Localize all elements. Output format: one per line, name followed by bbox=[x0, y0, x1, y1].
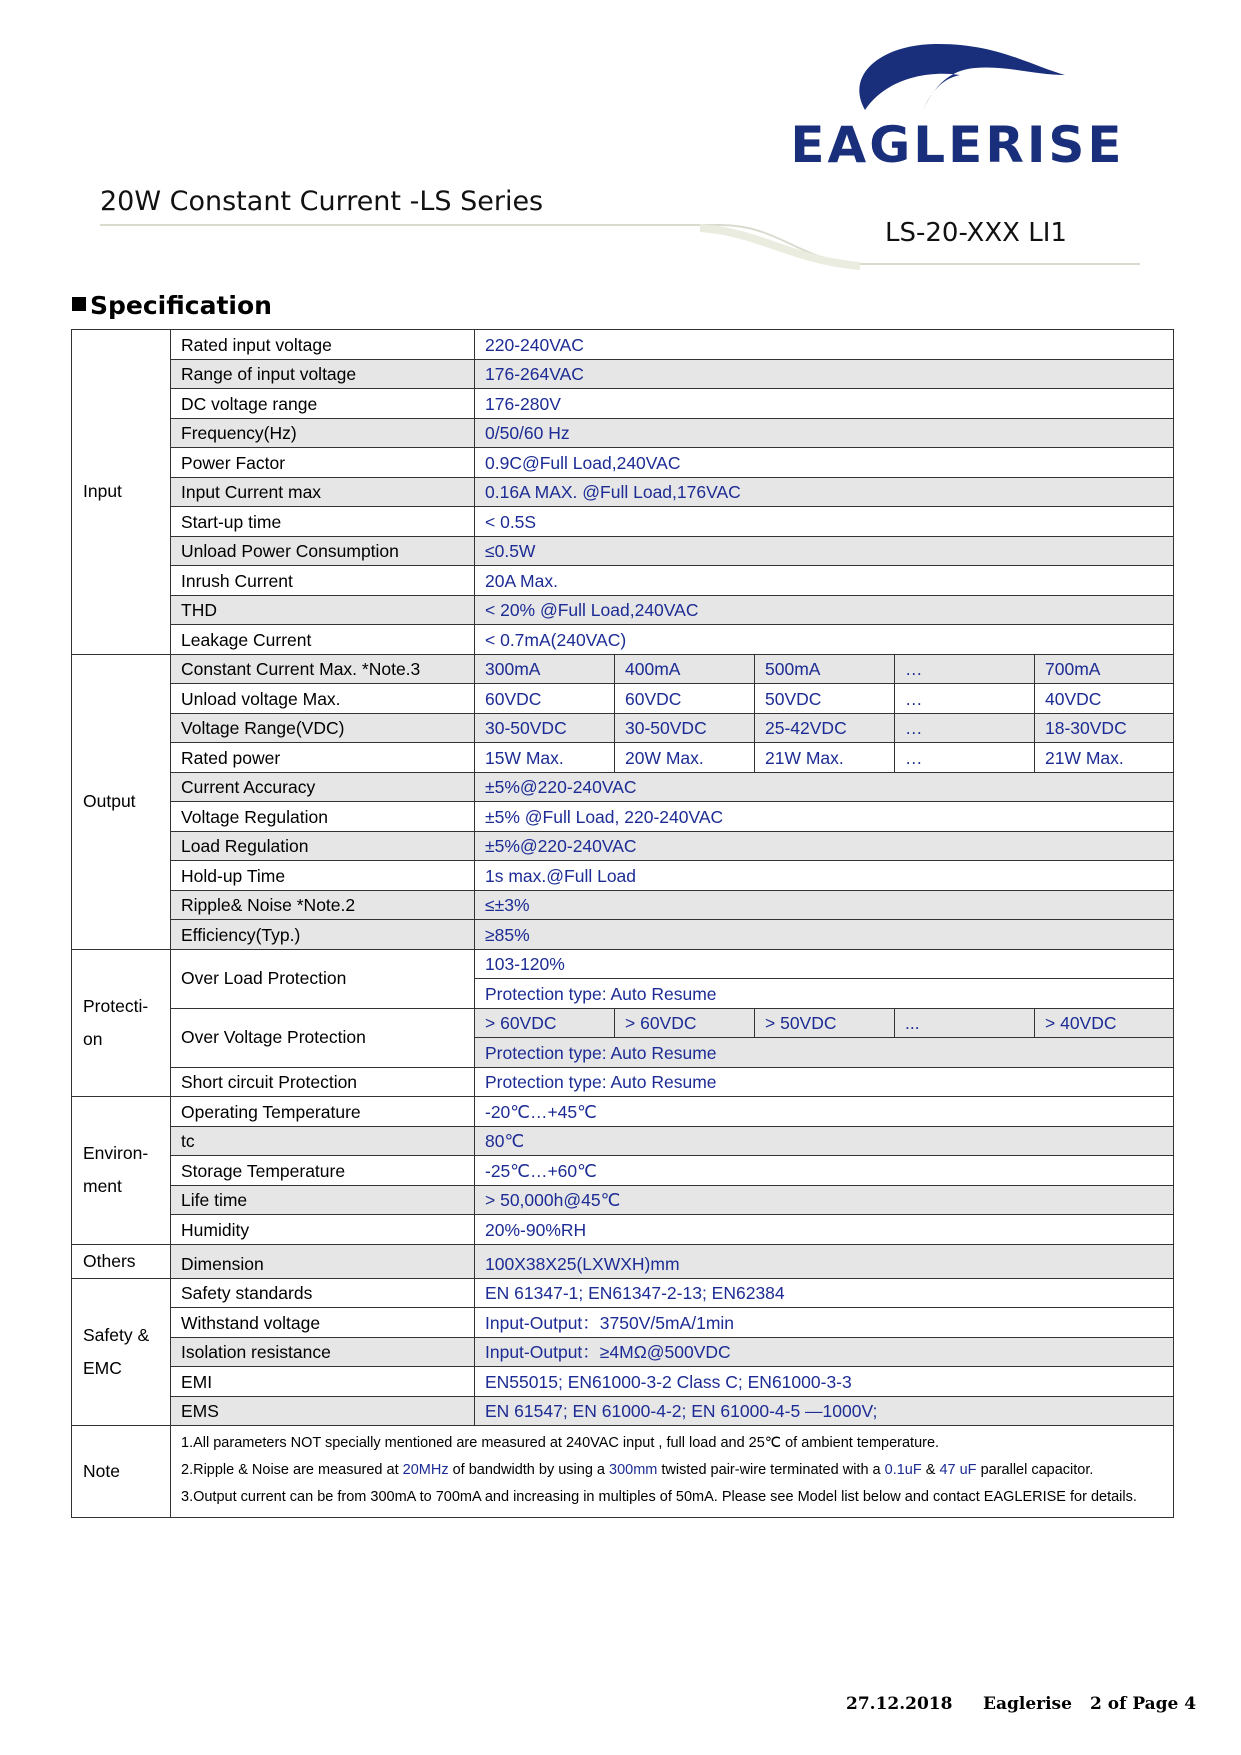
param-value: 103-120% bbox=[475, 949, 1174, 979]
param-value: … bbox=[895, 684, 1035, 714]
table-row bbox=[72, 772, 1174, 802]
param-value: < 0.5S bbox=[475, 507, 1174, 537]
param-value: ≤0.5W bbox=[475, 536, 1174, 566]
param-value: > 60VDC bbox=[475, 1008, 615, 1038]
note-1: 1.All parameters NOT specially mentioned are measured at 240VAC input , full load and 25℃ of ambient temperature. bbox=[181, 1435, 940, 1451]
param-label: Dimension bbox=[171, 1244, 475, 1278]
param-value: 50VDC bbox=[755, 684, 895, 714]
table-row bbox=[72, 389, 1174, 419]
param-value: 176-280V bbox=[475, 389, 1174, 419]
param-label: THD bbox=[171, 595, 475, 625]
table-row bbox=[72, 477, 1174, 507]
table-row bbox=[72, 1156, 1174, 1186]
table-row bbox=[72, 831, 1174, 861]
param-value: 60VDC bbox=[615, 684, 755, 714]
logo-wordmark: EAGLERISE bbox=[790, 116, 1125, 174]
param-label: Inrush Current bbox=[171, 566, 475, 596]
param-value: > 60VDC bbox=[615, 1008, 755, 1038]
table-row bbox=[72, 595, 1174, 625]
param-label: tc bbox=[171, 1126, 475, 1156]
table-row bbox=[72, 330, 1174, 360]
param-label: EMI bbox=[171, 1367, 475, 1397]
group-input: Input bbox=[72, 330, 171, 655]
param-label: Load Regulation bbox=[171, 831, 475, 861]
param-value: < 20% @Full Load,240VAC bbox=[475, 595, 1174, 625]
footer-date: 27.12.2018 bbox=[846, 1694, 953, 1714]
param-value: 300mA bbox=[475, 654, 615, 684]
param-value: 21W Max. bbox=[755, 743, 895, 773]
param-label: DC voltage range bbox=[171, 389, 475, 419]
table-row bbox=[72, 1067, 1174, 1097]
table-row bbox=[72, 1367, 1174, 1397]
series-title: 20W Constant Current -LS Series bbox=[100, 186, 544, 217]
table-row bbox=[72, 1337, 1174, 1367]
table-row bbox=[72, 536, 1174, 566]
param-value: 0.16A MAX. @Full Load,176VAC bbox=[475, 477, 1174, 507]
param-value: 18-30VDC bbox=[1035, 713, 1174, 743]
param-value: 30-50VDC bbox=[475, 713, 615, 743]
table-row bbox=[72, 566, 1174, 596]
specification-table bbox=[71, 329, 1174, 1518]
table-row bbox=[72, 713, 1174, 743]
param-label: Life time bbox=[171, 1185, 475, 1215]
table-row bbox=[72, 448, 1174, 478]
param-label: Over Load Protection bbox=[171, 949, 475, 1008]
model-number: LS-20-XXX LI1 bbox=[885, 218, 1067, 248]
param-value: 20A Max. bbox=[475, 566, 1174, 596]
param-value: 176-264VAC bbox=[475, 359, 1174, 389]
param-value: ±5%@220-240VAC bbox=[475, 772, 1174, 802]
param-label: Range of input voltage bbox=[171, 359, 475, 389]
group-environment: Environ- ment bbox=[72, 1097, 171, 1245]
table-row bbox=[72, 743, 1174, 773]
param-label: Safety standards bbox=[171, 1278, 475, 1308]
param-value: EN55015; EN61000-3-2 Class C; EN61000-3-3 bbox=[475, 1367, 1174, 1397]
group-output: Output bbox=[72, 654, 171, 949]
param-value: 220-240VAC bbox=[475, 330, 1174, 360]
param-value: > 40VDC bbox=[1035, 1008, 1174, 1038]
param-value: 0.9C@Full Load,240VAC bbox=[475, 448, 1174, 478]
table-row bbox=[72, 359, 1174, 389]
table-row bbox=[72, 1278, 1174, 1308]
table-row bbox=[72, 1308, 1174, 1338]
param-label: Hold-up Time bbox=[171, 861, 475, 891]
param-label: Operating Temperature bbox=[171, 1097, 475, 1127]
footer-page-number: 2 of Page 4 bbox=[1090, 1694, 1197, 1714]
table-row bbox=[72, 1008, 1174, 1038]
param-value: > 50VDC bbox=[755, 1008, 895, 1038]
param-value: ±5% @Full Load, 220-240VAC bbox=[475, 802, 1174, 832]
table-row bbox=[72, 625, 1174, 655]
eaglerise-logo bbox=[785, 40, 1130, 175]
param-value: 1s max.@Full Load bbox=[475, 861, 1174, 891]
footer-company: Eaglerise bbox=[983, 1694, 1072, 1714]
param-value: 15W Max. bbox=[475, 743, 615, 773]
param-value: EN 61347-1; EN61347-2-13; EN62384 bbox=[475, 1278, 1174, 1308]
param-label: Power Factor bbox=[171, 448, 475, 478]
group-note: Note bbox=[72, 1426, 171, 1518]
param-label: Humidity bbox=[171, 1215, 475, 1245]
param-value: ≤±3% bbox=[475, 890, 1174, 920]
param-value: 25-42VDC bbox=[755, 713, 895, 743]
param-label: Start-up time bbox=[171, 507, 475, 537]
param-value: 30-50VDC bbox=[615, 713, 755, 743]
table-row bbox=[72, 1185, 1174, 1215]
param-label: Withstand voltage bbox=[171, 1308, 475, 1338]
param-value: > 50,000h@45℃ bbox=[475, 1185, 1174, 1215]
param-value: 60VDC bbox=[475, 684, 615, 714]
param-value: … bbox=[895, 713, 1035, 743]
table-row bbox=[72, 949, 1174, 979]
param-value: 500mA bbox=[755, 654, 895, 684]
param-value: Protection type: Auto Resume bbox=[475, 979, 1174, 1009]
param-value: 0/50/60 Hz bbox=[475, 418, 1174, 448]
param-value: 20W Max. bbox=[615, 743, 755, 773]
param-value: Input-Output：3750V/5mA/1min bbox=[475, 1308, 1174, 1338]
param-value: -20℃…+45℃ bbox=[475, 1097, 1174, 1127]
table-row bbox=[72, 1244, 1174, 1278]
param-label: Constant Current Max. *Note.3 bbox=[171, 654, 475, 684]
param-value: 20%-90%RH bbox=[475, 1215, 1174, 1245]
param-value: 80℃ bbox=[475, 1126, 1174, 1156]
param-value: … bbox=[895, 654, 1035, 684]
param-value: 21W Max. bbox=[1035, 743, 1174, 773]
param-label: Leakage Current bbox=[171, 625, 475, 655]
param-label: Ripple& Noise *Note.2 bbox=[171, 890, 475, 920]
table-row bbox=[72, 654, 1174, 684]
group-protection: Protecti- on bbox=[72, 949, 171, 1097]
param-value: Protection type: Auto Resume bbox=[475, 1038, 1174, 1068]
square-bullet-icon bbox=[72, 297, 86, 311]
param-value: 40VDC bbox=[1035, 684, 1174, 714]
table-row bbox=[72, 1426, 1174, 1518]
param-label: Frequency(Hz) bbox=[171, 418, 475, 448]
table-row bbox=[72, 890, 1174, 920]
notes-cell bbox=[171, 1426, 1174, 1518]
param-value: < 0.7mA(240VAC) bbox=[475, 625, 1174, 655]
param-value: EN 61547; EN 61000-4-2; EN 61000-4-5 —1000V; bbox=[475, 1396, 1174, 1426]
param-label: Voltage Regulation bbox=[171, 802, 475, 832]
param-label: Isolation resistance bbox=[171, 1337, 475, 1367]
param-value: … bbox=[895, 743, 1035, 773]
table-row bbox=[72, 1097, 1174, 1127]
table-row bbox=[72, 1215, 1174, 1245]
param-value: 700mA bbox=[1035, 654, 1174, 684]
param-label: Unload Power Consumption bbox=[171, 536, 475, 566]
note-3: 3.Output current can be from 300mA to 700mA and increasing in multiples of 50mA. Please see Model list below and contact EAGLERISE for details. bbox=[181, 1489, 1137, 1505]
group-others: Others bbox=[72, 1244, 171, 1278]
param-value: Input-Output：≥4MΩ@500VDC bbox=[475, 1337, 1174, 1367]
param-value: ... bbox=[895, 1008, 1035, 1038]
param-value: ±5%@220-240VAC bbox=[475, 831, 1174, 861]
param-label: Unload voltage Max. bbox=[171, 684, 475, 714]
table-row bbox=[72, 418, 1174, 448]
table-row bbox=[72, 507, 1174, 537]
param-value: -25℃…+60℃ bbox=[475, 1156, 1174, 1186]
param-value: Protection type: Auto Resume bbox=[475, 1067, 1174, 1097]
param-label: Short circuit Protection bbox=[171, 1067, 475, 1097]
param-label: Rated power bbox=[171, 743, 475, 773]
param-value: 400mA bbox=[615, 654, 755, 684]
param-label: EMS bbox=[171, 1396, 475, 1426]
table-row bbox=[72, 684, 1174, 714]
group-safety-emc: Safety & EMC bbox=[72, 1278, 171, 1426]
param-value: 100X38X25(LXWXH)mm bbox=[475, 1244, 1174, 1278]
table-row bbox=[72, 802, 1174, 832]
param-label: Input Current max bbox=[171, 477, 475, 507]
param-label: Current Accuracy bbox=[171, 772, 475, 802]
param-value: ≥85% bbox=[475, 920, 1174, 950]
param-label: Storage Temperature bbox=[171, 1156, 475, 1186]
param-label: Over Voltage Protection bbox=[171, 1008, 475, 1067]
note-2: 2.Ripple & Noise are measured at 20MHz of bandwidth by using a 300mm twisted pair-wire terminated with a 0.1uF & 47 uF parallel capacitor. bbox=[181, 1462, 1094, 1478]
param-label: Voltage Range(VDC) bbox=[171, 713, 475, 743]
param-label: Rated input voltage bbox=[171, 330, 475, 360]
table-row bbox=[72, 920, 1174, 950]
section-heading: Specification bbox=[72, 291, 272, 320]
table-row bbox=[72, 1126, 1174, 1156]
table-row bbox=[72, 1396, 1174, 1426]
param-label: Efficiency(Typ.) bbox=[171, 920, 475, 950]
table-row bbox=[72, 861, 1174, 891]
